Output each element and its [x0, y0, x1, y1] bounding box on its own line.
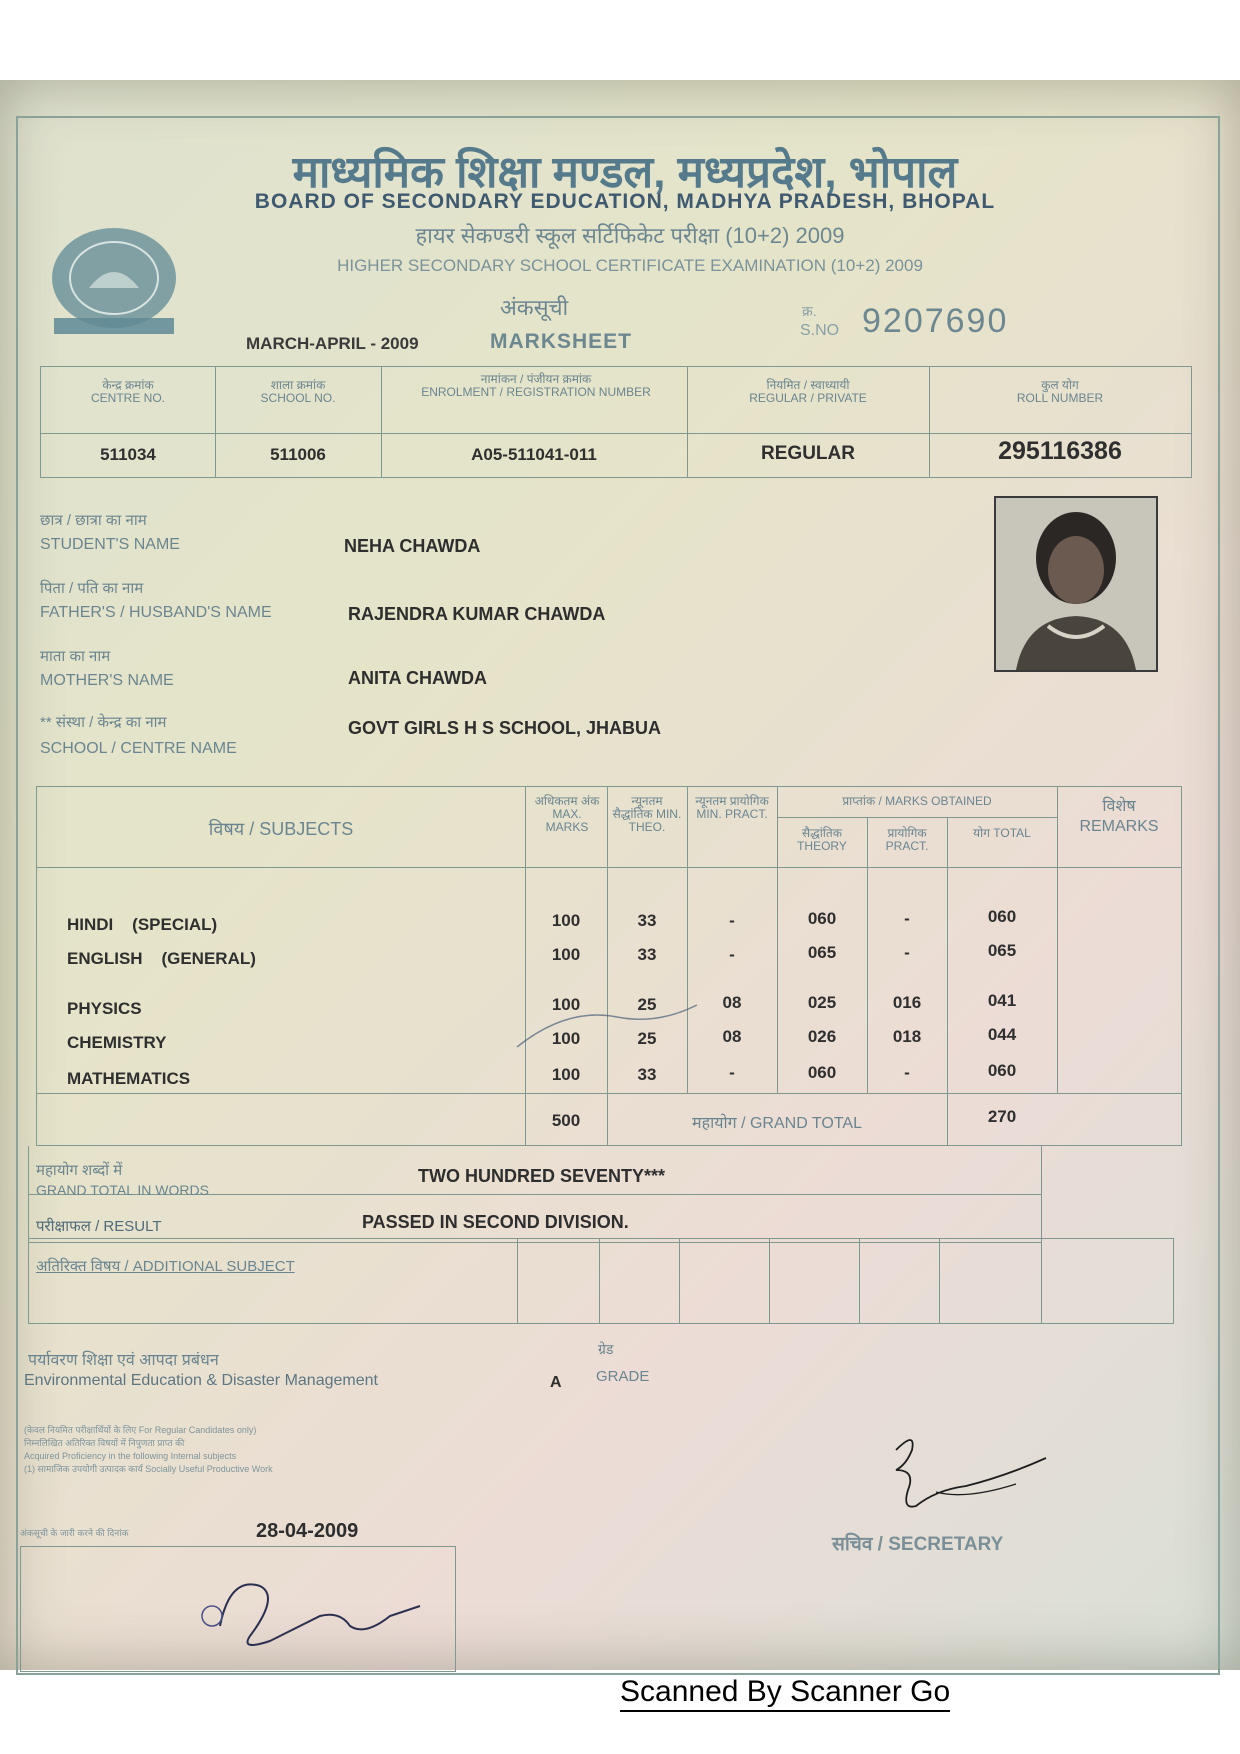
- school-name-value: GOVT GIRLS H S SCHOOL, JHABUA: [348, 718, 662, 738]
- max-marks: 100: [551, 1029, 581, 1048]
- exam-title-english: HIGHER SECONDARY SCHOOL CERTIFICATE EXAMINATION (10+2) 2009: [337, 256, 923, 275]
- min-pract: -: [729, 1063, 735, 1082]
- student-photo: [994, 496, 1158, 672]
- centre-no-value: 511034: [100, 445, 156, 464]
- min-theo: 25: [637, 1029, 657, 1048]
- board-title-hindi: माध्यमिक शिक्षा मण्डल, मध्यप्रदेश, भोपाल: [292, 148, 958, 197]
- father-name-label-hindi: पिता / पति का नाम: [40, 580, 144, 597]
- subject-name: MATHEMATICS: [67, 1069, 191, 1088]
- subjects-header: विषय / SUBJECTS: [208, 819, 354, 839]
- scanner-watermark: Scanned By Scanner Go: [620, 1674, 950, 1712]
- total-marks: 060: [987, 907, 1017, 926]
- enrolment-header: नामांकन / पंजीयन क्रमांक ENROLMENT / REGISTRATION NUMBER: [421, 372, 651, 399]
- principal-signature: [190, 1556, 430, 1666]
- min-pract: 08: [722, 1027, 742, 1046]
- serial-number: 9207690: [862, 302, 1009, 340]
- secretary-signature: [876, 1430, 1056, 1520]
- marksheet-title-hindi: अंकसूची: [500, 295, 569, 320]
- theory-header: सैद्धांतिक THEORY: [797, 826, 847, 853]
- min-pract: -: [729, 911, 735, 930]
- footer-notes: [24, 1424, 444, 1476]
- student-name-value: NEHA CHAWDA: [344, 536, 481, 556]
- marks-obtained-header: प्राप्तांक / MARKS OBTAINED: [842, 794, 992, 808]
- words-label: GRAND TOTAL IN WORDS: [36, 1182, 209, 1198]
- result-value: PASSED IN SECOND DIVISION.: [362, 1212, 629, 1232]
- board-title-english: BOARD OF SECONDARY EDUCATION, MADHYA PRADESH, BHOPAL: [254, 190, 996, 213]
- theory-marks: 025: [807, 993, 837, 1012]
- grand-total-words: TWO HUNDRED SEVENTY***: [418, 1166, 666, 1186]
- min-theo: 33: [637, 911, 657, 930]
- subject-name: HINDI (SPECIAL): [67, 915, 218, 934]
- pract-marks: -: [904, 943, 910, 962]
- exam-title-hindi: हायर सेकण्डरी स्कूल सर्टिफिकेट परीक्षा (10+2) 2009: [415, 223, 845, 248]
- grade-label-hindi: ग्रेड: [598, 1341, 614, 1357]
- issue-date-value: 28-04-2009: [256, 1520, 359, 1542]
- roll-number-value: 295116386: [998, 437, 1122, 465]
- theory-marks: 065: [807, 943, 837, 962]
- school-no-value: 511006: [270, 445, 326, 464]
- enrolment-value: A05-511041-011: [471, 445, 597, 464]
- school-name-label-hindi: ** संस्था / केन्द्र का नाम: [40, 714, 167, 731]
- theory-marks: 060: [807, 1063, 837, 1082]
- min-theo: 33: [637, 945, 657, 964]
- school-name-label: SCHOOL / CENTRE NAME: [40, 740, 237, 757]
- min-theo: 33: [637, 1065, 657, 1084]
- pract-marks: -: [904, 1063, 910, 1082]
- grade-label: GRADE: [596, 1368, 650, 1385]
- note-line: Acquired Proficiency in the following Internal subjects: [24, 1451, 237, 1461]
- max-marks: 100: [551, 945, 581, 964]
- student-name-label-hindi: छात्र / छात्रा का नाम: [40, 512, 147, 529]
- env-grade-value: A: [550, 1374, 562, 1391]
- issue-date-label: अंकसूची के जारी करने की दिनांक: [20, 1528, 129, 1538]
- additional-subject-table: [28, 1238, 1174, 1324]
- sno-label-hindi: क्र.: [802, 303, 817, 319]
- max-marks: 100: [551, 1065, 581, 1084]
- words-label-hindi: महायोग शब्दों में: [36, 1162, 123, 1179]
- min-theo: 25: [637, 995, 657, 1014]
- marksheet-title-english: MARKSHEET: [490, 330, 633, 353]
- secretary-label: सचिव / SECRETARY: [832, 1534, 1004, 1555]
- subject-name: ENGLISH (GENERAL): [67, 949, 256, 968]
- total-header: योग TOTAL: [973, 826, 1031, 840]
- regular-private-value: REGULAR: [761, 443, 855, 464]
- session-label: MARCH-APRIL - 2009: [246, 334, 419, 353]
- pen-scribble: [507, 997, 707, 1057]
- sno-label: S.NO: [800, 322, 840, 339]
- note-line: निम्नलिखित अतिरिक्त विषयों में निपुणता प्राप्त की: [24, 1438, 185, 1448]
- subject-name: PHYSICS: [67, 999, 142, 1018]
- max-marks: 100: [551, 995, 581, 1014]
- total-marks: 044: [987, 1025, 1017, 1044]
- subject-name: CHEMISTRY: [67, 1033, 167, 1052]
- note-line: (1) सामाजिक उपयोगी उत्पादक कार्य Socially Useful Productive Work: [24, 1464, 273, 1474]
- min-pract: -: [729, 945, 735, 964]
- result-label: परीक्षाफल / RESULT: [36, 1218, 162, 1235]
- grand-max-marks: 500: [551, 1111, 581, 1130]
- marks-table: [36, 786, 1182, 1146]
- env-label: Environmental Education & Disaster Management: [24, 1372, 378, 1389]
- min-pract: 08: [722, 993, 742, 1012]
- note-line: (केवल नियमित परीक्षार्थियों के लिए For Regular Candidates only): [24, 1425, 257, 1435]
- grand-total-label: महायोग / GRAND TOTAL: [692, 1115, 862, 1132]
- remarks-header: विशेष REMARKS: [1079, 798, 1159, 835]
- pract-marks: -: [904, 909, 910, 928]
- father-name-label: FATHER'S / HUSBAND'S NAME: [40, 604, 272, 621]
- centre-no-header: केन्द्र क्रमांक CENTRE NO.: [90, 378, 165, 405]
- pract-marks: 018: [892, 1027, 922, 1046]
- min-pract-header: न्यूनतम प्रायोगिक MIN. PRACT.: [695, 794, 769, 821]
- regular-private-header: नियमित / स्वाध्यायी REGULAR / PRIVATE: [749, 378, 867, 405]
- pract-marks: 016: [892, 993, 922, 1012]
- info-table: [40, 366, 1192, 478]
- max-marks: 100: [551, 911, 581, 930]
- school-no-header: शाला क्रमांक SCHOOL NO.: [260, 378, 336, 405]
- theory-marks: 060: [807, 909, 837, 928]
- total-marks: 041: [987, 991, 1017, 1010]
- roll-number-header: कुल योग ROLL NUMBER: [1016, 378, 1104, 405]
- additional-subject-label: अतिरिक्त विषय / ADDITIONAL SUBJECT: [36, 1258, 295, 1275]
- student-name-label: STUDENT'S NAME: [40, 536, 180, 553]
- env-label-hindi: पर्यावरण शिक्षा एवं आपदा प्रबंधन: [28, 1352, 219, 1369]
- total-marks: 060: [987, 1061, 1017, 1080]
- grand-total-value: 270: [987, 1107, 1017, 1126]
- min-theo-header: न्यूनतम सैद्धांतिक MIN. THEO.: [612, 794, 682, 834]
- mother-name-value: ANITA CHAWDA: [348, 668, 487, 688]
- theory-marks: 026: [807, 1027, 837, 1046]
- board-seal-icon: [44, 226, 184, 338]
- mother-name-label: MOTHER'S NAME: [40, 672, 174, 689]
- total-marks: 065: [987, 941, 1017, 960]
- father-name-value: RAJENDRA KUMAR CHAWDA: [348, 604, 606, 624]
- mother-name-label-hindi: माता का नाम: [40, 648, 111, 665]
- pract-header: प्रायोगिक PRACT.: [885, 826, 929, 853]
- max-marks-header: अधिकतम अंक MAX. MARKS: [534, 794, 600, 834]
